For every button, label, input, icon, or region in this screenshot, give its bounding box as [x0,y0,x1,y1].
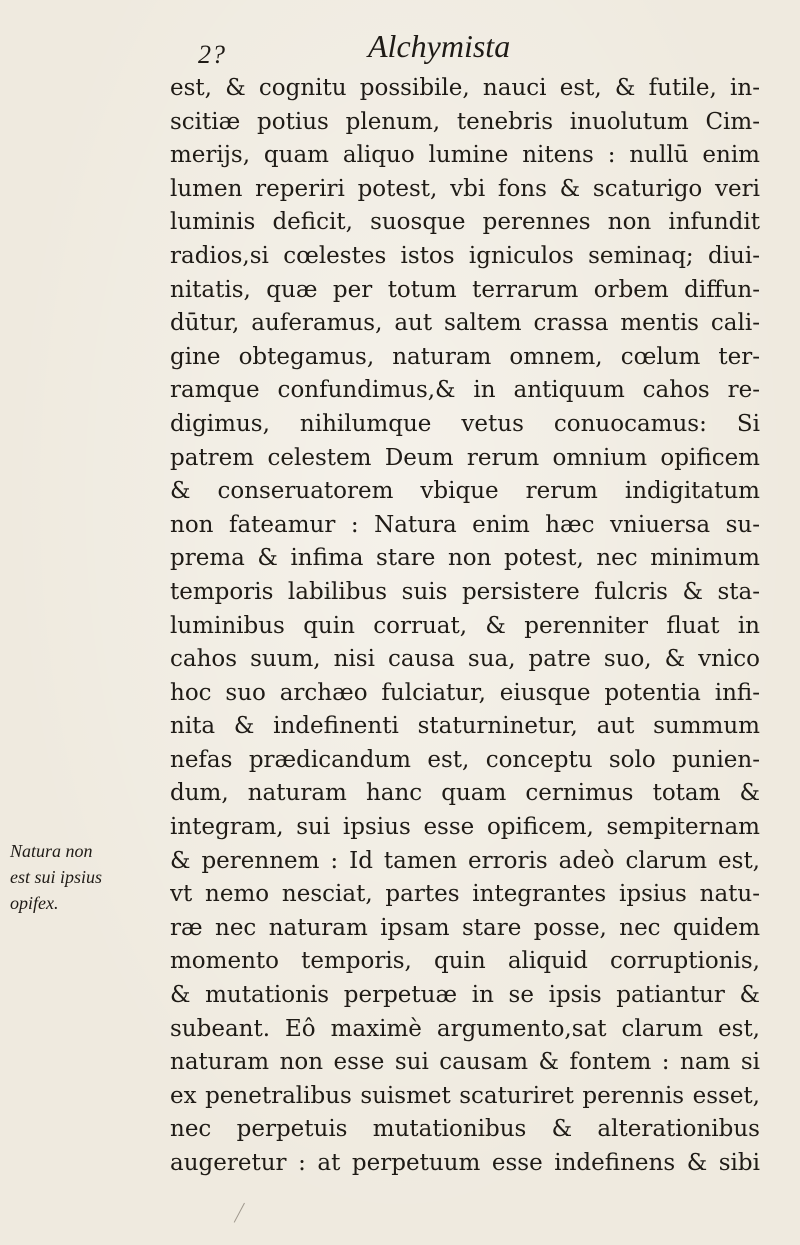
text-line: naturam non esse sui causam & fontem : nam si [170,1049,760,1076]
text-line: augeretur : at perpetuum esse indefinens & sibi [170,1150,760,1176]
text-line: momento temporis, quin aliquid corruptionis, [170,948,760,975]
text-line: vt nemo nesciat, partes integrantes ipsius natu- [170,881,760,908]
running-head: Alchymista [368,28,511,64]
text-line: & perennem : Id tamen erroris adeò clarum est, [170,847,760,874]
text-line: ex penetralibus suismet scaturiret perennis esset, [170,1082,760,1109]
ink-mark [234,1203,258,1229]
text-line: subeant. Eô maximè argumento,sat clarum est, [170,1015,760,1042]
marginal-note-line: Natura non [10,841,93,861]
text-line: nec perpetuis mutationibus & alterationibus [170,1116,760,1143]
text-line: dūtur, auferamus, aut saltem crassa mentis cali- [170,310,760,337]
marginal-note [10,838,160,916]
text-line: est, & cognitu possibile, nauci est, & futile, in- [170,75,760,101]
text-line: nita & indefinenti staturninetur, aut summum [170,713,760,740]
marginal-note-line: opifex. [10,893,59,913]
text-line: scitiæ potius plenum, tenebris inuolutum Cim- [170,108,760,135]
text-line: hoc suo archæo fulciatur, eiusque potentia infi- [170,679,760,706]
text-line: luminis deficit, suosque perennes non infundit [170,209,760,236]
text-line: temporis labilibus suis persistere fulcris & sta- [170,578,760,605]
text-line: & conseruatorem vbique rerum indigitatum [170,478,760,505]
page-number: 2? [198,40,226,69]
text-line: integram, sui ipsius esse opificem, sempiternam [170,814,760,841]
text-line: non fateamur : Natura enim hæc vniuersa su- [170,511,760,538]
text-line: luminibus quin corruat, & perenniter fluat in [170,612,760,639]
text-line: cahos suum, nisi causa sua, patre suo, & vnico [170,646,760,673]
text-line: digimus, nihilumque vetus conuocamus: Si [170,410,760,437]
text-line: gine obtegamus, naturam omnem, cœlum ter- [170,343,760,370]
marginal-note-line: est sui ipsius [10,867,103,887]
text-line: nitatis, quæ per totum terrarum orbem diffun- [170,276,760,303]
text-line: ramque confundimus,& in antiquum cahos re- [170,377,760,404]
text-line: dum, naturam hanc quam cernimus totam & [170,780,760,807]
text-line: ræ nec naturam ipsam stare posse, nec quidem [170,914,760,941]
text-line: merijs, quam aliquo lumine nitens : nullū enim [170,142,760,169]
text-line: lumen reperiri potest, vbi fons & scaturigo veri [170,175,760,202]
text-line: radios,si cœlestes istos igniculos seminaq; diui- [170,242,760,269]
text-line: & mutationis perpetuæ in se ipsis patiantur & [170,982,760,1009]
text-line: prema & infima stare non potest, nec minimum [170,545,760,572]
page-header [0,18,800,68]
body-text [170,72,760,1181]
text-line: nefas prædicandum est, conceptu solo punien- [170,746,760,773]
text-line: patrem celestem Deum rerum omnium opificem [170,444,760,471]
